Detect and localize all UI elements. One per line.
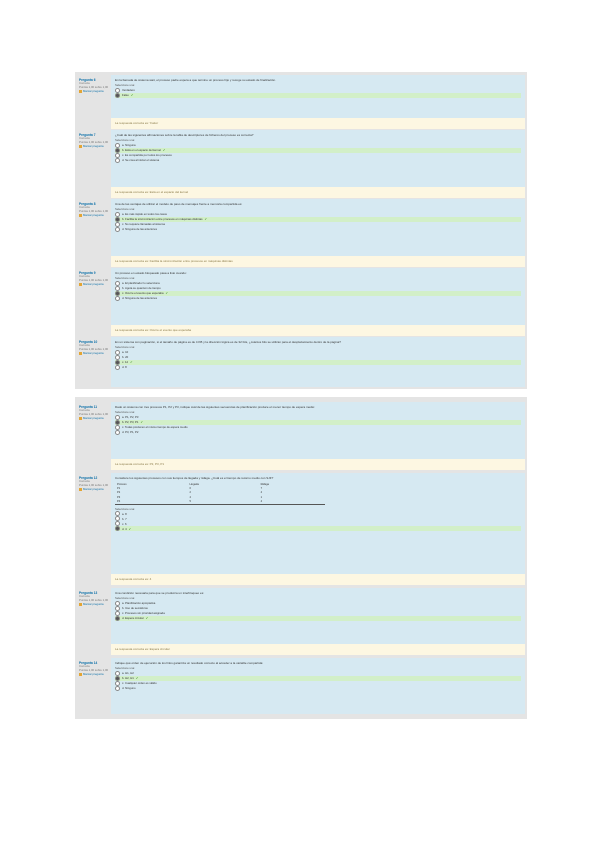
radio-icon[interactable]: [115, 217, 120, 222]
radio-icon[interactable]: [115, 286, 120, 291]
flag-label: Marcar pregunta: [83, 351, 104, 356]
question-score: Puntúa 1,00 sobre 1,00: [79, 597, 109, 602]
table-row: [115, 500, 325, 505]
flag-question-button[interactable]: [79, 90, 109, 94]
question-score: Puntúa 1,00 sobre 1,00: [79, 411, 109, 416]
table-cell: P3: [117, 495, 121, 499]
question-number: Pregunta 14: [79, 661, 98, 665]
question-text: En un sistema con paginación, si el tamaño de página es de 4 KB y la dirección lógica es de 32 bits, ¿cuántos bits se utilizan para el desplazamiento dentro de la página?: [115, 340, 341, 344]
question-info: [77, 268, 111, 336]
question-text: Indique qué orden de ejecución de los hilos garantiza un resultado correcto al acceder a la variable compartida:: [115, 661, 264, 665]
radio-icon[interactable]: [115, 93, 120, 98]
flag-question-button[interactable]: [79, 352, 109, 356]
option-label: d. 8: [122, 364, 127, 369]
option-label: b. P2, P3, P1: [122, 419, 139, 424]
question-status: Correcta: [79, 343, 90, 347]
options-label: Seleccione una:: [115, 138, 135, 142]
question-score: Puntúa 1,00 sobre 1,00: [79, 346, 109, 351]
option-label: a. Planificación apropiativa: [122, 600, 156, 605]
option-d[interactable]: [115, 686, 521, 691]
table-header: Llegada: [189, 482, 199, 486]
question-12: [77, 473, 525, 585]
question-info: [77, 337, 111, 387]
question-11: [77, 402, 525, 470]
question-number: Pregunta 13: [79, 591, 98, 595]
question-text: Una condición necesaria para que se produzca un interbloqueo es:: [115, 591, 205, 595]
check-icon: ✔: [162, 147, 166, 152]
question-body: [111, 75, 525, 118]
question-status: Correcta: [79, 479, 90, 483]
option-label: b. 20: [122, 354, 129, 359]
question-score: Puntúa 1,00 sobre 1,00: [79, 139, 109, 144]
option-label: b. 7: [122, 516, 127, 521]
option-label: b. Agota su quantum de tiempo: [122, 285, 161, 290]
flag-label: Marcar pregunta: [83, 602, 104, 607]
table-cell: P1: [117, 487, 121, 491]
feedback: La respuesta correcta es: 4: [111, 574, 525, 585]
flag-label: Marcar pregunta: [83, 282, 104, 287]
radio-icon[interactable]: [115, 686, 120, 691]
question-info: [77, 402, 111, 470]
options-label: Seleccione una:: [115, 345, 135, 349]
radio-icon[interactable]: [115, 143, 120, 148]
option-label: Falso: [122, 92, 129, 97]
option-label: a. El planificador lo selecciona: [122, 280, 160, 285]
flag-question-button[interactable]: [79, 214, 109, 218]
question-text: En la llamada de sistema wait, el proceso padre espera a que termine un proceso hijo y recoge su estado de finalización.: [115, 78, 276, 82]
option-label: d. P3, P1, P2: [122, 429, 139, 434]
radio-icon[interactable]: [115, 355, 120, 360]
option-label: b. Facilita la sincronización entre procesos en máquinas distintas: [122, 216, 203, 221]
question-body: [111, 268, 525, 325]
radio-icon[interactable]: [115, 148, 120, 153]
option-label: d. Se crea al iniciar el sistema: [122, 157, 160, 162]
options-label: Seleccione una:: [115, 410, 135, 414]
radio-icon[interactable]: [115, 676, 120, 681]
question-score: Puntúa 1,00 sobre 1,00: [79, 84, 109, 89]
option-label: a. 10: [122, 349, 129, 354]
option-label: a. P1, P2, P3: [122, 414, 139, 419]
table-cell: 7: [260, 487, 263, 491]
table-cell: 4: [259, 500, 325, 505]
option-label: b. Está en el espacio del kernel: [122, 147, 161, 152]
feedback: La respuesta correcta es: P2, P3, P1: [111, 459, 525, 470]
radio-icon[interactable]: [115, 606, 120, 611]
radio-icon[interactable]: [115, 88, 120, 93]
option-label: c. Es compartida por todos los procesos: [122, 152, 172, 157]
table-header: Proceso: [117, 482, 127, 486]
question-number: Pregunta 7: [79, 133, 96, 137]
process-table: [115, 482, 325, 505]
question-9: [77, 268, 525, 336]
flag-icon: [79, 90, 82, 93]
question-info: [77, 75, 111, 129]
radio-icon[interactable]: [115, 153, 120, 158]
flag-question-button[interactable]: [79, 417, 109, 421]
question-number: Pregunta 6: [79, 78, 96, 82]
feedback: La respuesta correcta es: Espera circular: [111, 644, 525, 655]
radio-icon[interactable]: [115, 601, 120, 606]
question-status: Correcta: [79, 274, 90, 278]
option-label: a. H1, H2: [122, 670, 134, 675]
options-label: Seleccione una:: [115, 596, 135, 600]
radio-icon[interactable]: [115, 360, 120, 365]
question-info: [77, 199, 111, 267]
question-7: [77, 130, 525, 198]
question-status: Correcta: [79, 136, 90, 140]
question-body: [111, 658, 525, 714]
question-body: [111, 199, 525, 256]
option-d[interactable]: [115, 227, 521, 232]
check-icon: ✔: [130, 359, 133, 364]
radio-icon[interactable]: [115, 425, 120, 430]
question-score: Puntúa 1,00 sobre 1,00: [79, 482, 109, 487]
question-status: Correcta: [79, 205, 90, 209]
option-d[interactable]: [115, 158, 521, 163]
flag-label: Marcar pregunta: [83, 144, 104, 149]
question-info: [77, 588, 111, 655]
feedback: La respuesta correcta es: Está en el espacio del kernel: [111, 187, 525, 198]
options-label: Seleccione una:: [115, 666, 135, 670]
flag-icon: [79, 283, 82, 286]
option-label: c. No requiere llamadas al sistema: [122, 221, 165, 226]
flag-label: Marcar pregunta: [83, 89, 104, 94]
question-body: [111, 473, 525, 574]
question-info: [77, 130, 111, 198]
option-label: a. Es más rápido en todos los casos: [122, 211, 167, 216]
feedback: La respuesta correcta es: Facilita la sincronización entre procesos en máquinas distintas: [111, 256, 525, 267]
table-header: Ráfaga: [260, 482, 269, 486]
question-number: Pregunta 10: [79, 340, 98, 344]
question-number: Pregunta 12: [79, 476, 98, 480]
flag-icon: [79, 352, 82, 355]
flag-question-button[interactable]: [79, 283, 109, 287]
question-body: [111, 402, 525, 459]
question-text: Un proceso en estado bloqueado pasa a listo cuando:: [115, 271, 187, 275]
option-label: c. Todas producen el mismo tiempo de espera medio: [122, 424, 188, 429]
check-icon: ✔: [140, 419, 143, 424]
table-cell: P2: [117, 491, 121, 495]
flag-question-button[interactable]: [79, 488, 109, 492]
table-cell: 0: [189, 487, 191, 491]
radio-icon[interactable]: [115, 420, 120, 425]
check-icon: ✔: [204, 216, 208, 221]
option-label: d. Espera circular: [122, 615, 144, 620]
radio-icon[interactable]: [115, 616, 120, 621]
option-d[interactable]: [115, 296, 521, 301]
question-6: [77, 75, 525, 129]
table-cell: 4: [260, 491, 263, 495]
question-status: Correcta: [79, 408, 90, 412]
question-status: Correcta: [79, 664, 90, 668]
radio-icon[interactable]: [115, 671, 120, 676]
flag-label: Marcar pregunta: [83, 416, 104, 421]
question-body: [111, 130, 525, 187]
flag-icon: [79, 673, 82, 676]
flag-icon: [79, 488, 82, 491]
radio-icon[interactable]: [115, 291, 120, 296]
option-label: d. Ninguna de las anteriores: [122, 295, 157, 300]
radio-icon[interactable]: [115, 212, 120, 217]
feedback: La respuesta correcta es: Ocurre el evento que esperaba: [111, 325, 525, 336]
radio-icon[interactable]: [115, 430, 120, 435]
options-label: Seleccione una:: [115, 83, 135, 87]
option-label: d. 4: [122, 526, 127, 531]
option-label: d. Ninguna de las anteriores: [122, 226, 157, 231]
question-score: Puntúa 1,00 sobre 1,00: [79, 277, 109, 282]
flag-icon: [79, 603, 82, 606]
question-body: [111, 337, 525, 387]
question-13: [77, 588, 525, 655]
question-info: [77, 658, 111, 714]
option-label: c. 12: [122, 359, 129, 364]
option-label: b. Uso de semáforos: [122, 605, 148, 610]
option-label: Verdadero: [122, 87, 135, 92]
question-status: Correcta: [79, 594, 90, 598]
check-icon: ✔: [165, 290, 169, 295]
check-icon: ✔: [130, 92, 134, 97]
radio-icon[interactable]: [115, 415, 120, 420]
radio-icon[interactable]: [115, 158, 120, 163]
question-number: Pregunta 11: [79, 405, 98, 409]
check-icon: ✔: [128, 526, 132, 531]
radio-icon[interactable]: [115, 281, 120, 286]
question-score: Puntúa 1,00 sobre 1,00: [79, 667, 109, 672]
flag-question-button[interactable]: [79, 673, 109, 677]
question-info: [77, 473, 111, 585]
question-number: Pregunta 8: [79, 202, 96, 206]
options-label: Seleccione una:: [115, 506, 135, 511]
option-label: b. H2, H1: [122, 675, 134, 680]
flag-icon: [79, 214, 82, 217]
page-2: [75, 397, 527, 719]
option-label: c. Procesos sin prioridad asignada: [122, 610, 165, 615]
question-score: Puntúa 1,00 sobre 1,00: [79, 208, 109, 213]
radio-icon[interactable]: [115, 222, 120, 227]
flag-question-button[interactable]: [79, 603, 109, 607]
question-status: Correcta: [79, 81, 90, 85]
question-14: [77, 658, 525, 714]
option-label: c. Ocurre el evento que esperaba: [122, 290, 164, 295]
radio-icon[interactable]: [115, 296, 120, 301]
option-d[interactable]: [115, 526, 521, 531]
check-icon: ✔: [135, 675, 139, 680]
table-cell: 2: [189, 491, 191, 495]
question-number: Pregunta 9: [79, 271, 96, 275]
options-label: Seleccione una:: [115, 276, 135, 280]
option-label: c. 6: [122, 521, 127, 526]
radio-icon[interactable]: [115, 365, 120, 370]
option-d[interactable]: [115, 616, 521, 621]
option-label: a. Ninguna: [122, 142, 136, 147]
question-text: Considere los siguientes procesos con sus tiempos de llegada y ráfaga. ¿Cuál es el tiempo de retorno medio con SJF?: [115, 476, 274, 480]
feedback: La respuesta correcta es: 'Falso': [111, 118, 525, 129]
radio-icon[interactable]: [115, 611, 120, 616]
option-d[interactable]: [115, 365, 521, 370]
option-d[interactable]: [115, 430, 521, 435]
question-text: ¿Cuál de las siguientes afirmaciones sobre la tabla de descriptores de ficheros del proceso es correcta?: [115, 133, 254, 137]
question-body: [111, 588, 525, 644]
check-icon: ✔: [145, 615, 149, 620]
flag-label: Marcar pregunta: [83, 487, 104, 492]
options-label: Seleccione una:: [115, 207, 135, 211]
option-label: d. Ninguno: [122, 685, 136, 690]
page-1: [75, 72, 527, 389]
question-8: [77, 199, 525, 267]
table-cell: 1: [260, 495, 263, 499]
table-cell: 4: [189, 495, 191, 499]
flag-label: Marcar pregunta: [83, 213, 104, 218]
question-text: Dado un sistema con tres procesos P1, P2 y P3, indique cuál de las siguientes secuencias de planificación produce el menor tiempo de espera medio:: [115, 405, 315, 409]
question-10: [77, 337, 525, 387]
radio-icon[interactable]: [115, 227, 120, 232]
radio-icon[interactable]: [115, 681, 120, 686]
table-cell: P4: [115, 500, 188, 505]
option-label: a. 8: [122, 511, 127, 516]
question-text: Una de las ventajas de utilizar el modelo de paso de mensajes frente a memoria compartida es:: [115, 202, 243, 206]
flag-icon: [79, 145, 82, 148]
flag-icon: [79, 417, 82, 420]
radio-icon[interactable]: [115, 526, 120, 531]
option-label: c. Cualquier orden es válido: [122, 680, 157, 685]
flag-label: Marcar pregunta: [83, 672, 104, 677]
radio-icon[interactable]: [115, 350, 120, 355]
option-b[interactable]: [115, 93, 521, 98]
table-cell: 5: [188, 500, 259, 505]
flag-question-button[interactable]: [79, 145, 109, 149]
